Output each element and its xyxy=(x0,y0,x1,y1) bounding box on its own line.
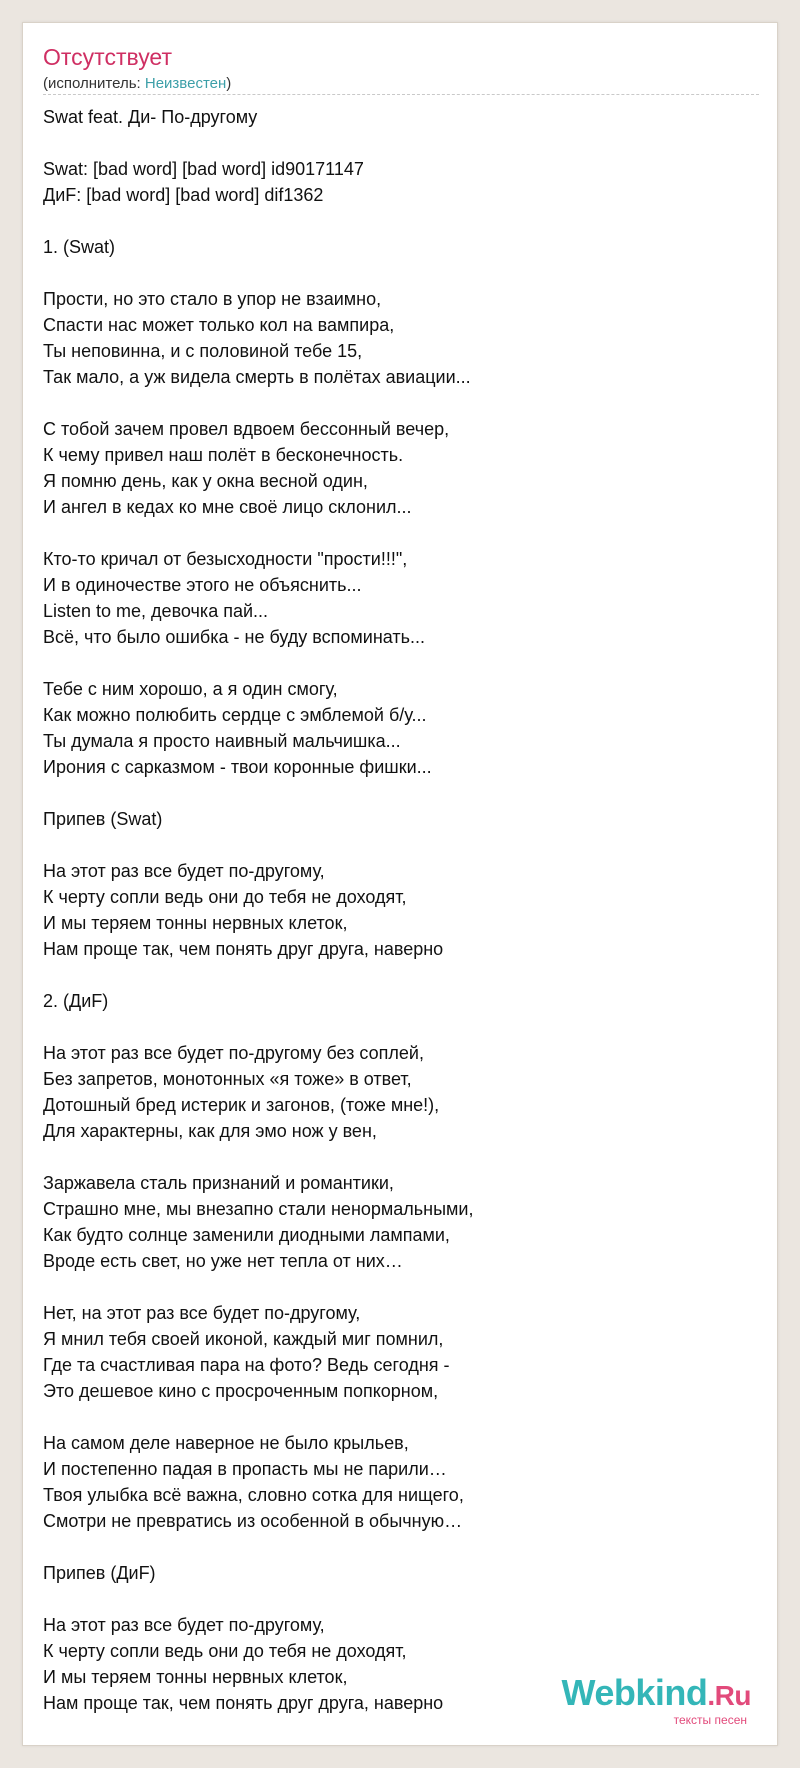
lyric-line xyxy=(43,1014,759,1040)
lyric-line: Спасти нас может только кол на вампира, xyxy=(43,315,395,335)
lyric-line: На этот раз все будет по-другому, xyxy=(43,1615,325,1635)
lyric-line: На этот раз все будет по-другому без соплей, xyxy=(43,1043,424,1063)
lyric-line: Где та счастливая пара на фото? Ведь сегодня - xyxy=(43,1355,450,1375)
lyric-line: Так мало, а уж видела смерть в полётах авиации... xyxy=(43,367,471,387)
lyric-line xyxy=(43,390,759,416)
lyric-line: Тебе с ним хорошо, а я один смогу, xyxy=(43,679,338,699)
artist-prefix: (исполнитель: xyxy=(43,75,145,92)
lyric-line: Прости, но это стало в упор не взаимно, xyxy=(43,289,382,309)
lyric-line: Я помню день, как у окна весной один, xyxy=(43,471,368,491)
lyric-line: Я мнил тебя своей иконой, каждый миг помнил, xyxy=(43,1329,444,1349)
artist-suffix: ) xyxy=(226,75,232,92)
lyric-line: Ирония с сарказмом - твои коронные фишки... xyxy=(43,757,432,777)
lyric-line xyxy=(43,832,759,858)
lyric-line: К черту сопли ведь они до тебя не доходят, xyxy=(43,1641,407,1661)
lyric-line: Ты неповинна, и с половиной тебе 15, xyxy=(43,341,363,361)
lyric-line: Нет, на этот раз все будет по-другому, xyxy=(43,1303,361,1323)
lyric-line: Нам проще так, чем понять друг друга, наверно xyxy=(43,939,444,959)
lyric-line: Это дешевое кино с просроченным попкорном, xyxy=(43,1381,439,1401)
lyric-line xyxy=(43,962,759,988)
lyric-line: Страшно мне, мы внезапно стали ненормальными, xyxy=(43,1199,474,1219)
lyric-line: На самом деле наверное не было крыльев, xyxy=(43,1433,409,1453)
lyric-line: И мы теряем тонны нервных клеток, xyxy=(43,1667,348,1687)
lyric-line: 1. (Swat) xyxy=(43,237,116,257)
header-divider xyxy=(43,94,759,95)
lyric-line: Припев (ДиF) xyxy=(43,1563,156,1583)
lyric-line xyxy=(43,1404,759,1430)
lyric-line xyxy=(43,1586,759,1612)
lyric-line xyxy=(43,260,759,286)
lyric-line xyxy=(43,780,759,806)
lyric-line xyxy=(43,1144,759,1170)
lyric-line xyxy=(43,650,759,676)
logo-brand-name: Webkind xyxy=(561,1672,708,1713)
lyric-line xyxy=(43,520,759,546)
lyric-line: И в одиночестве этого не объяснить... xyxy=(43,575,362,595)
lyric-line: И мы теряем тонны нервных клеток, xyxy=(43,913,348,933)
lyric-line: Swat: [bad word] [bad word] id90171147 xyxy=(43,159,364,179)
logo-brand xyxy=(561,1672,751,1714)
lyric-line: Нам проще так, чем понять друг друга, наверно xyxy=(43,1693,444,1713)
song-title: Отсутствует xyxy=(43,44,172,70)
lyric-line: Без запретов, монотонных «я тоже» в ответ, xyxy=(43,1069,412,1089)
lyric-line: Заржавела сталь признаний и романтики, xyxy=(43,1173,394,1193)
lyric-line xyxy=(43,208,759,234)
artist-line xyxy=(43,75,231,93)
lyric-line: С тобой зачем провел вдвоем бессонный вечер, xyxy=(43,419,450,439)
lyric-line xyxy=(43,1534,759,1560)
lyric-line: К чему привел наш полёт в бесконечность. xyxy=(43,445,404,465)
lyrics-text xyxy=(43,104,759,1716)
lyric-line: К черту сопли ведь они до тебя не доходят, xyxy=(43,887,407,907)
lyric-line: Дотошный бред истерик и загонов, (тоже мне!), xyxy=(43,1095,440,1115)
lyric-line: Смотри не превратись из особенной в обычную… xyxy=(43,1511,463,1531)
lyric-line xyxy=(43,130,759,156)
lyric-line: 2. (ДиF) xyxy=(43,991,109,1011)
lyric-line xyxy=(43,1274,759,1300)
lyric-line: И постепенно падая в пропасть мы не парили… xyxy=(43,1459,447,1479)
site-logo[interactable] xyxy=(561,1672,751,1727)
lyric-line: Ты думала я просто наивный мальчишка... xyxy=(43,731,401,751)
logo-brand-tld: .Ru xyxy=(707,1680,751,1711)
lyrics-card xyxy=(22,22,778,1746)
lyric-line: Как можно полюбить сердце с эмблемой б/у... xyxy=(43,705,427,725)
lyric-line: Для характерны, как для эмо нож у вен, xyxy=(43,1121,377,1141)
lyric-line: На этот раз все будет по-другому, xyxy=(43,861,325,881)
artist-link[interactable]: Неизвестен xyxy=(144,75,227,92)
lyric-line: Listen to me, девочка пай... xyxy=(43,601,269,621)
lyric-line: Как будто солнце заменили диодными лампами, xyxy=(43,1225,450,1245)
lyric-line: ДиF: [bad word] [bad word] dif1362 xyxy=(43,185,324,205)
lyric-line: И ангел в кедах ко мне своё лицо склонил... xyxy=(43,497,412,517)
lyric-line: Swat feat. Ди- По-другому xyxy=(43,107,258,127)
lyric-line: Припев (Swat) xyxy=(43,809,163,829)
lyric-line: Вроде есть свет, но уже нет тепла от них… xyxy=(43,1251,403,1271)
lyric-line: Твоя улыбка всё важна, словно сотка для нищего, xyxy=(43,1485,464,1505)
logo-tagline: тексты песен xyxy=(673,1713,747,1727)
lyric-line: Всё, что было ошибка - не буду вспоминать... xyxy=(43,627,426,647)
lyric-line: Кто-то кричал от безысходности "прости!!!", xyxy=(43,549,408,569)
